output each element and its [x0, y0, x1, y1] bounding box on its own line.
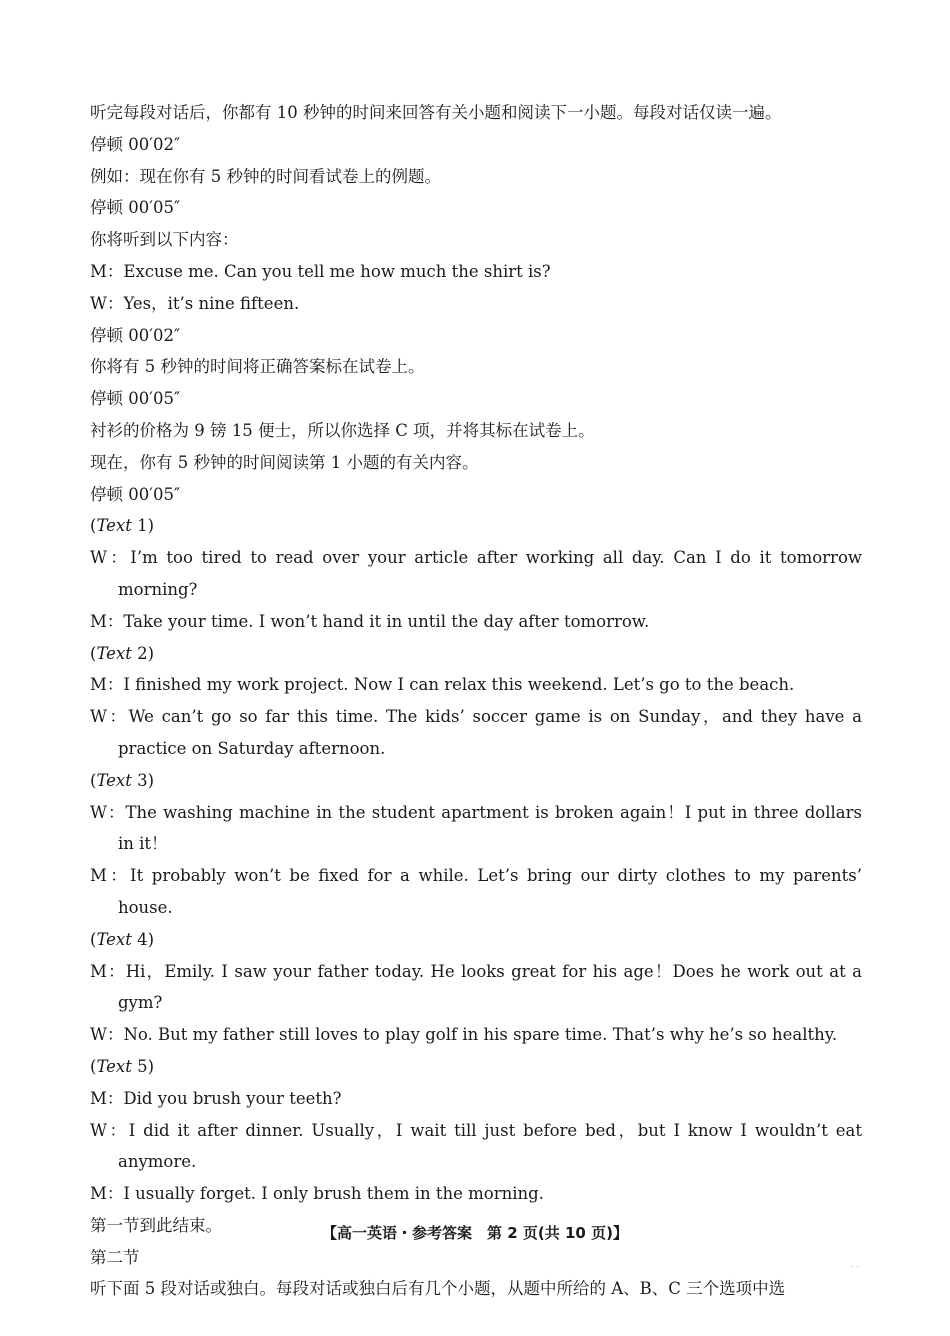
section-end: 第一节到此结束。: [90, 1215, 222, 1235]
dialogue-line: M：It probably won’t be fixed for a while. Let’s bring our dirty clothes to my parents’ house.: [90, 866, 862, 917]
answer-instruction: 你将有 5 秒钟的时间将正确答案标在试卷上。: [90, 357, 425, 377]
example-lead: 你将听到以下内容：: [90, 230, 239, 250]
text-3-label: (Text 3): [90, 770, 155, 790]
instruction-line: 听完每段对话后，你都有 10 秒钟的时间来回答有关小题和阅读下一小题。每段对话仅读一遍。: [90, 103, 782, 122]
pause-marker: 停顿 00′05″: [90, 389, 181, 409]
pause-marker: 停顿 00′05″: [90, 484, 181, 504]
dialogue-line: W：We can’t go so far this time. The kids’ soccer game is on Sunday，and they have a practice on Saturday afternoon.: [90, 707, 862, 758]
text-2-label: (Text 2): [90, 643, 155, 663]
pause-marker: 停顿 00′02″: [90, 134, 181, 154]
example-dialogue-w: W：Yes，it’s nine fifteen.: [90, 293, 300, 313]
pause-marker: 停顿 00′05″: [90, 198, 181, 218]
dialogue-line: W：The washing machine in the student apartment is broken again！I put in three dollars in it！: [90, 802, 862, 854]
reading-instruction: 现在，你有 5 秒钟的时间阅读第 1 小题的有关内容。: [90, 452, 479, 472]
dialogue-line: M：I finished my work project. Now I can relax this weekend. Let’s go to the beach.: [90, 675, 795, 695]
dialogue-line: M：Did you brush your teeth?: [90, 1088, 342, 1108]
document-body: [90, 97, 862, 1305]
text-4-label: (Text 4): [90, 929, 155, 949]
dialogue-line: M：I usually forget. I only brush them in the morning.: [90, 1184, 544, 1204]
text-5-label: (Text 5): [90, 1056, 155, 1076]
dialogue-line: W：I did it after dinner. Usually，I wait till just before bed，but I know I wouldn’t eat anymore.: [90, 1120, 862, 1172]
dialogue-line: W：No. But my father still loves to play golf in his spare time. That’s why he’s so healthy.: [90, 1025, 838, 1045]
page-footer: 【高一英语・参考答案 第 2 页(共 10 页)】: [322, 1224, 628, 1242]
pause-marker: 停顿 00′02″: [90, 325, 181, 345]
section-instruction: 听下面 5 段对话或独白。每段对话或独白后有几个小题，从题中所给的 A、B、C 三个选项中选: [90, 1279, 786, 1299]
example-dialogue-m: M：Excuse me. Can you tell me how much the shirt is?: [90, 261, 551, 281]
section-heading: 第二节: [90, 1247, 140, 1267]
dialogue-line: M：Take your time. I won’t hand it in until the day after tomorrow.: [90, 611, 650, 631]
dialogue-line: W：I’m too tired to read over your article after working all day. Can I do it tomorrow morning?: [90, 548, 862, 599]
example-explanation: 衬衫的价格为 9 镑 15 便士，所以你选择 C 项，并将其标在试卷上。: [90, 420, 595, 440]
text-1-label: (Text 1): [90, 516, 155, 536]
corner-mark: - -: [851, 1262, 860, 1271]
example-instruction: 例如：现在你有 5 秒钟的时间看试卷上的例题。: [90, 166, 441, 186]
dialogue-line: M：Hi，Emily. I saw your father today. He looks great for his age！Does he work out at a gym?: [90, 961, 862, 1013]
